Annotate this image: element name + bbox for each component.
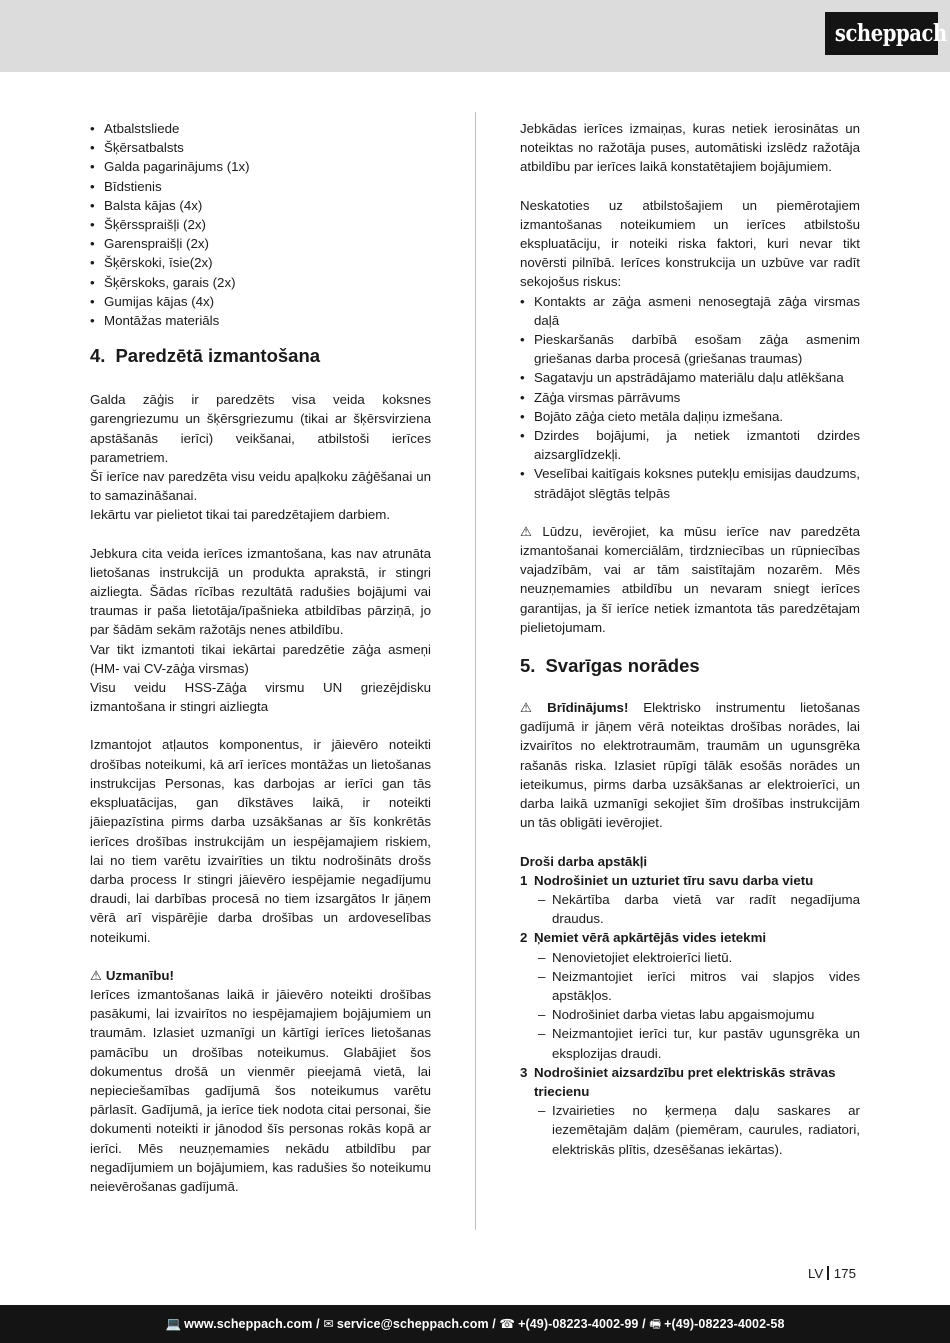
footer-separator: / xyxy=(316,1317,320,1331)
warning-text: Elektrisko instrumentu lietošanas gadījumā ir jāņem vērā noteiktas drošības norādes, lai izvairītos no elektrotraumām, traumām un ugunsgrēka rašanās riska. Izlasiet rūpīgi tālāk esošās norādes un ieteikumus, pirms darba uzsākšanas ar elektroierīci, un darba laikā uzmanīgi sekojiet šīm drošības instrukcijām un tās obligāti ievērojiet. xyxy=(520,700,860,831)
mail-icon: ✉ xyxy=(323,1317,334,1331)
header-band xyxy=(0,0,950,72)
caution-title: Uzmanību! xyxy=(105,967,174,983)
list-item: • Bīdstienis xyxy=(90,177,431,196)
logo-text: scheppach xyxy=(834,20,947,47)
page-number-value: 175 xyxy=(833,1266,856,1281)
footer-bar xyxy=(0,1305,950,1343)
list-item: • Veselībai kaitīgais koksnes putekļu emisijas daudzums, strādājot slēgtās telpās xyxy=(520,464,860,502)
notice-paragraph xyxy=(520,522,860,637)
warning-paragraph xyxy=(520,698,860,832)
footer-separator: / xyxy=(492,1317,496,1331)
sub-list xyxy=(520,1101,860,1159)
notice-text: Lūdzu, ievērojiet, ka mūsu ierīce nav paredzēta izmantošanai komerciālām, tirdzniecības un rūpniecības vajadzībām, vai ar tām saistītajām nozarēm. Mēs neuzņemamies atbildību un nevaram sniegt ierīces garantijas, ja šī ierīce netiek izmantota tās paredzētajam pielietojumam. xyxy=(520,523,861,635)
column-divider xyxy=(475,112,476,1230)
paragraph: Jebkura cita veida ierīces izmantošana, kas nav atrunāta lietošanas instrukcijā un produkta aprakstā, ir stingri aizliegta. Šādas rīcības rezultātā radušies bojājumi vai traumas ir paša lietotāja/īpašnieka atbildības pārziņā, jo par šādām sekām ražotājs nenes atbildību. xyxy=(90,545,431,638)
list-item: • Zāģa virsmas pārrāvums xyxy=(520,388,860,407)
right-column xyxy=(520,119,860,1159)
warning-triangle-icon: ⚠ xyxy=(520,523,539,539)
list-item: • Dzirdes bojājumi, ja netiek izmantoti dzirdes aizsarglīdzekļi. xyxy=(520,426,860,464)
section-title: Paredzētā izmantošana xyxy=(115,345,321,367)
left-column xyxy=(90,119,431,1196)
scheppach-logo xyxy=(825,12,947,55)
item-title: Ņemiet vērā apkārtējās vides ietekmi xyxy=(534,930,767,946)
phone-number: +(49)-08223-4002-99 xyxy=(518,1317,639,1331)
section-title: Svarīgas norādes xyxy=(545,655,700,677)
list-item: • Montāžas materiāls xyxy=(90,311,431,330)
list-item: – Nenovietojiet elektroierīci lietū. xyxy=(552,948,860,967)
item-number: 1 xyxy=(520,872,528,888)
numbered-item xyxy=(520,1063,860,1101)
paragraph: Šī ierīce nav paredzēta visu veidu apaļkoku zāģēšanai un to samazināšanai. xyxy=(90,469,431,504)
sub-list xyxy=(520,890,860,928)
page-number xyxy=(808,1264,856,1283)
list-item: • Bojāto zāģa cieto metāla daļiņu izmešana. xyxy=(520,407,860,426)
paragraph: Iekārtu var pielietot tikai tai paredzētajiem darbiem. xyxy=(90,507,391,523)
list-item: • Garenspraišļi (2x) xyxy=(90,234,431,253)
paragraph: Galda zāģis ir paredzēts visa veida koksnes garengriezumu un šķērsgriezumu (tikai ar šķērsvirziena apstāšanās ierīci) veikšanai, atbilstoši ierīces parametriem. xyxy=(90,392,431,465)
item-number: 2 xyxy=(520,930,528,946)
list-item: – Izvairieties no ķermeņa daļu saskares ar iezemētajām daļām (piemēram, caurules, radiatori, elektriskās plītis, dzesēšanas iekārtas). xyxy=(552,1101,860,1159)
paragraph: Jebkādas ierīces izmaiņas, kuras netiek ierosinātas un noteiktas no ražotāja puses, automātiski izslēdz ražotāja atbildību par ierīces laikā konstatētajiem bojājumiem. xyxy=(520,121,860,175)
section-5-heading xyxy=(520,654,860,678)
list-item: • Šķērskoki, īsie(2x) xyxy=(90,253,431,272)
caution-text: Ierīces izmantošanas laikā ir jāievēro noteikti drošības pasākumi, lai izvairītos no iespējamajiem bojājumiem un traumām. Izlasiet uzmanīgi un kārtīgi ierīces lietošanas pamācību un drošības noteikumus. Glabājiet šos dokumentus drošā un vienmēr pieejamā vietā, lai nepieciešamības gadījumā šos noteikumus varētu pārlasīt. Gadījumā, ja ierīce tiek nodota citai personai, šie dokumenti noteikti ir jānodod šīs personas rokās kopā ar ierīci. Mēs neuzņemamies nekādu atbildību par negadījumiem un bojājumiem, kas radušies šo noteikumu neievērošanas gadījumā. xyxy=(90,986,431,1194)
page-separator xyxy=(827,1266,829,1280)
computer-icon: 💻 xyxy=(165,1317,182,1331)
risk-list xyxy=(520,292,860,503)
parts-list xyxy=(90,119,431,330)
paragraph: Visu veidu HSS-Zāģa virsmu UN griezējdisku izmantošana ir stingri aizliegta xyxy=(90,680,431,715)
website-link[interactable]: www.scheppach.com xyxy=(184,1317,313,1331)
section-number: 4. xyxy=(90,345,106,367)
warning-label: Brīdinājums! xyxy=(547,700,629,716)
section-number: 5. xyxy=(520,655,536,677)
list-item: • Kontakts ar zāģa asmeni nenosegtajā zāģa virsmas daļā xyxy=(520,292,860,330)
paragraph: Var tikt izmantoti tikai iekārtai paredzētie zāģa asmeņi (HM- vai CV-zāģa virsmas) xyxy=(90,641,431,676)
caution-heading xyxy=(90,966,431,985)
fax-number: +(49)-08223-4002-58 xyxy=(664,1317,785,1331)
item-number: 3 xyxy=(520,1064,528,1080)
list-item: • Pieskaršanās darbībā esošam zāģa asmenim griešanas darba procesā (griešanas traumas) xyxy=(520,330,860,368)
item-title: Nodrošiniet un uzturiet tīru savu darba vietu xyxy=(534,872,814,888)
list-item: • Balsta kājas (4x) xyxy=(90,196,431,215)
item-title: Nodrošiniet aizsardzību pret elektriskās strāvas triecienu xyxy=(534,1064,836,1099)
language-code: LV xyxy=(808,1266,824,1281)
warning-triangle-icon: ⚠ xyxy=(90,967,102,983)
paragraph: Neskatoties uz atbilstošajiem un piemērotajiem izmantošanas noteikumiem un ierīces atbilstošu ekspluatāciju, ir noteiki riska faktori, kuri nevar tikt novērsti pilnībā. Ierīces konstrukcija un uzbūve var radīt sekojošus riskus: xyxy=(520,197,860,290)
numbered-item xyxy=(520,928,860,947)
list-item: – Nodrošiniet darba vietas labu apgaismojumu xyxy=(552,1005,860,1024)
list-item: • Šķērsatbalsts xyxy=(90,138,431,157)
sub-list xyxy=(520,948,860,1063)
list-item: • Sagatavju un apstrādājamo materiālu daļu atlēkšana xyxy=(520,368,860,387)
email-link[interactable]: service@scheppach.com xyxy=(336,1317,489,1331)
fax-icon: 🖷 xyxy=(649,1317,662,1331)
list-item: • Gumijas kājas (4x) xyxy=(90,292,431,311)
paragraph: Izmantojot atļautos komponentus, ir jāievēro noteikti drošības noteikumi, kā arī ierīces montāžas un lietošanas instrukcijas Personas, kas darbojas ar ierīci gan tās ekspluatācijas, gan dīkstāves laikā, ir noteikti jāiepazīstina pirms darba uzsākšanas ar šīs konkrētās ierīces drošības instrukcijām un iespējamajiem riskiem, lai no tiem varētu izvairīties un tiktu nodrošināts drošs darba process Ir stingri jāievēro iespējamie negadījumu draudi, lai darbības procesā no tiem izsargātos Ir jāņem vērā arī vispārējie darba drošības un ardoveselības noteikumi. xyxy=(90,737,431,945)
list-item: – Neizmantojiet ierīci mitros vai slapjos vides apstākļos. xyxy=(552,967,860,1005)
numbered-item xyxy=(520,871,860,890)
footer-separator: / xyxy=(642,1317,646,1331)
phone-icon: ☎ xyxy=(499,1317,516,1331)
list-item: – Neizmantojiet ierīci tur, kur pastāv ugunsgrēka un eksplozijas draudi. xyxy=(552,1024,860,1062)
list-item: – Nekārtība darba vietā var radīt negadījuma draudus. xyxy=(552,890,860,928)
warning-triangle-icon: ⚠ xyxy=(520,700,544,716)
list-item: • Galda pagarinājums (1x) xyxy=(90,157,431,176)
subheading: Droši darba apstākļi xyxy=(520,853,648,869)
list-item: • Šķērsspraišļi (2x) xyxy=(90,215,431,234)
section-4-heading xyxy=(90,344,431,368)
list-item: • Atbalstsliede xyxy=(90,119,431,138)
list-item: • Šķērskoks, garais (2x) xyxy=(90,273,431,292)
